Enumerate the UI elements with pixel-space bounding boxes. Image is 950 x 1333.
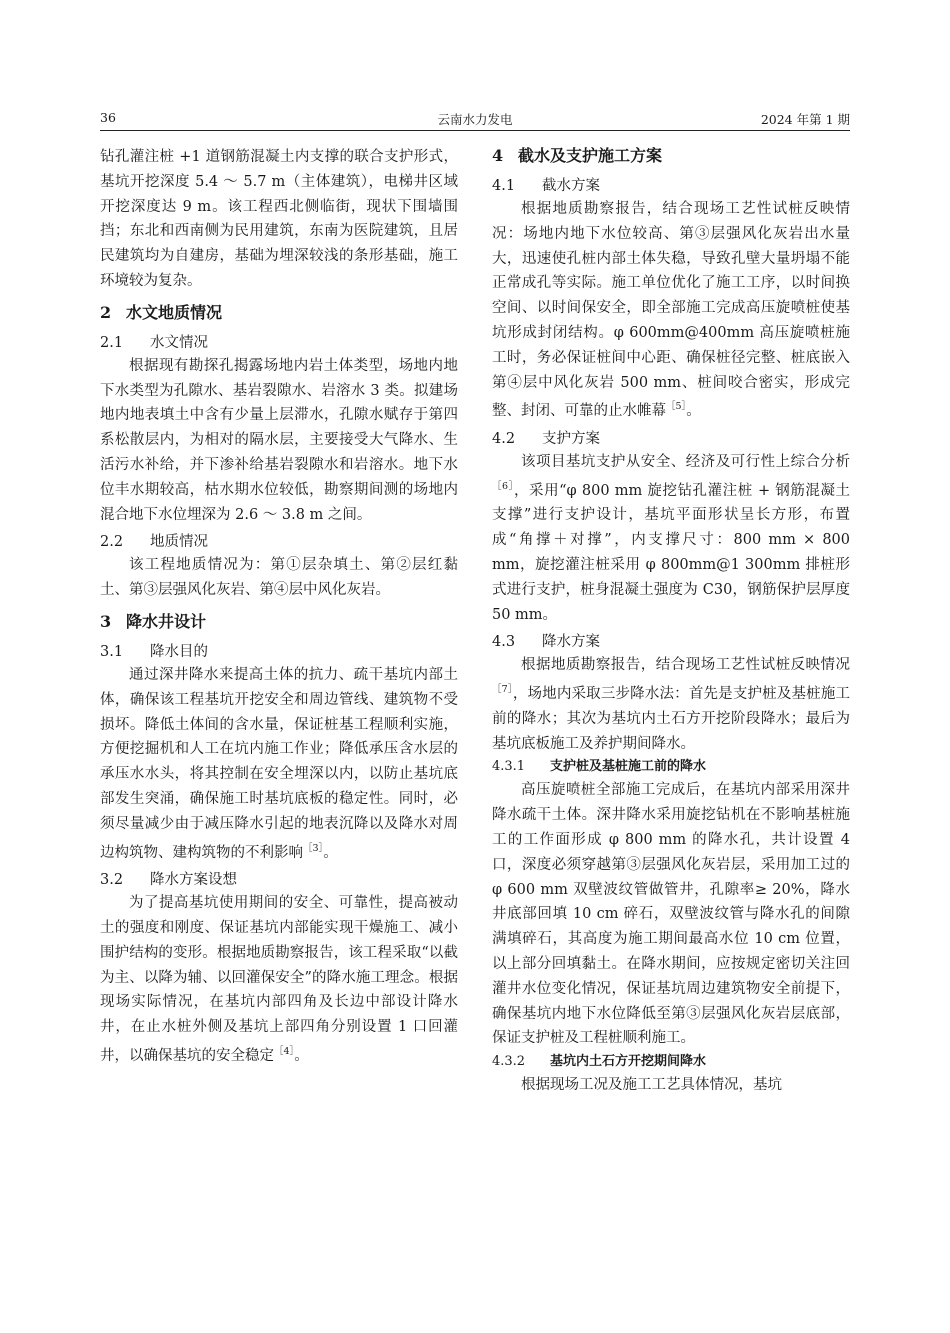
paragraph-4-3: 根据地质勘察报告，结合现场工艺性试桩反映情况$^{[7]}$，场地内采取三步降水法：首先是支护桩及基桩施工前的降水；其次为基坑内土石方开挖阶段降水；最后为基坑底板施工及养护期间降水。 [492, 657, 851, 752]
citation-3: ［3］ [303, 842, 324, 854]
paragraph-4-3-1: 高压旋喷桩全部施工完成后，在基坑内部采用深井降水疏干土体。深井降水采用旋挖钻机在不影响基桩施工的工作面形成 φ 800 mm 的降水孔，共计设置 4 口，深度必须穿越第③层强风化灰岩层，采用加工过的 φ 600 mm 双壁波纹管做管井，孔隙率≥ 20%，降水井底部回填 10 cm 碎石，双壁波纹管与降水孔的间隙满填碎石，其高度为施工期间最高水位 10 cm 位置，以上部分回填黏土。在降水期间，应按规定密切关注回灌井水位变化情况，保证基坑周边建筑物安全前提下，确保基坑内地下水位降低至第③层强风化灰岩层底部，保证支护桩及工程桩顺利施工。 [492, 782, 850, 1047]
section-2-1-heading: 2.1 水文情况 [100, 334, 208, 351]
citation-4: ［4］ [274, 1045, 295, 1057]
section-2-heading: 2 水文地质情况 [100, 302, 223, 322]
paragraph-2-2: 该工程地质情况为：第①层杂填土、第②层红黏土、第③层强风化灰岩、第④层中风化灰岩。 [100, 557, 458, 599]
paragraph-2-1: 根据现有勘探孔揭露场地内岩土体类型，场地内地下水类型为孔隙水、基岩裂隙水、岩溶水 3 类。拟建场地内地表填土中含有少量上层滞水，孔隙水赋存于第四系松散层内，为相对的隔水层，主要接受大气降水、生活污水补给，并下渗补给基岩裂隙水和岩溶水。地下水位丰水期较高，枯水期水位较低，勘察期间测的场地内混合地下水位埋深为 2.6 ～ 3.8 m 之间。 [100, 357, 458, 523]
citation-7: ［7］ [492, 684, 513, 696]
section-2-2-heading: 2.2 地质情况 [100, 534, 208, 551]
citation-6: ［6］ [492, 480, 514, 492]
section-3-heading: 3 降水井设计 [100, 611, 207, 631]
paragraph-3-2: 为了提高基坑使用期间的安全、可靠性，提高被动土的强度和刚度、保证基坑内部能实现干燥施工、减小围护结构的变形。根据地质勘察报告，该工程采取“以截为主、以降为辅、以回灌保安全”的降水施工理念。根据现场实际情况，在基坑内部四角及长边中部设计降水井，在止水桩外侧及基坑上部四角分别设置 1 口回灌井，以确保基坑的安全稳定$^{[4]}$。 [100, 895, 458, 1064]
section-4-3-1-heading: 4.3.1 支护桩及基桩施工前的降水 [492, 759, 707, 775]
section-4-2-heading: 4.2 支护方案 [492, 431, 600, 447]
section-3-2-heading: 3.2 降水方案设想 [100, 872, 237, 889]
journal-title: 云南水力发电 [437, 112, 513, 127]
section-4-3-heading: 4.3 降水方案 [492, 634, 600, 651]
citation-5: ［5］ [666, 401, 687, 413]
header-rule [100, 130, 850, 131]
right-column [492, 145, 850, 1098]
page-number: 36 [100, 110, 116, 125]
issue-label: 2024 年第 1 期 [760, 112, 850, 127]
section-4-heading: 4 截水及支护施工方案 [492, 146, 663, 165]
section-3-1-heading: 3.1 降水目的 [100, 643, 208, 660]
paragraph-4-3-2: 根据现场工况及施工工艺具体情况，基坑 [521, 1077, 782, 1094]
section-4-3-2-heading: 4.3.2 基坑内土石方开挖期间降水 [492, 1054, 707, 1070]
paragraph-4-2: 该项目基坑支护从安全、经济及可行性上综合分析$^{[6]}$，采用“φ 800 mm 旋挖钻孔灌注桩 + 钢筋混凝土支撑”进行支护设计，基坑平面形状呈长方形，布置成“角撑＋对撑”，内支撑尺寸：800 mm × 800 mm，旋挖灌注桩采用 φ 800mm@1 300mm 排桩形式进行支护，桩身混凝土强度为 C30，钢筋保护层厚度 50 mm。 [492, 454, 850, 623]
paragraph-3-1: 通过深井降水来提高土体的抗力、疏干基坑内部土体，确保该工程基坑开挖安全和周边管线、建筑物不受损坏。降低土体间的含水量，保证桩基工程顺利实施，方便挖掘机和人工在坑内施工作业；降低承压含水层的承压水水头，将其控制在安全埋深以内，以防止基坑底部发生突涌，确保施工时基坑底板的稳定性。同时，必须尽量减少由于减压降水引起的地表沉降以及降水对周边构筑物、建构筑物的不利影响$^{[3]}$。 [100, 666, 458, 861]
section-4-1-heading: 4.1 截水方案 [492, 178, 600, 194]
left-column [100, 145, 458, 1069]
paragraph-intro-continued: 钻孔灌注桩 +1 道钢筋混凝土内支撑的联合支护形式，基坑开挖深度 5.4 ～ 5.7 m（主体建筑），电梯井区域开挖深度达 9 m。该工程西北侧临街，现状下围墙围挡；东北和西南侧为民用建筑，东南为医院建筑，且居民建筑均为自建房，基础为埋深较浅的条形基础，施工环境较为复杂。 [100, 149, 458, 289]
paragraph-4-1: 根据地质勘察报告，结合现场工艺性试桩反映情况：场地内地下水位较高、第③层强风化灰岩出水量大，迅速使孔桩内部土体失稳，导致孔壁大量坍塌不能正常成孔等实际。施工单位优化了施工工序，以时间换空间、以时间保安全，即全部施工完成高压旋喷桩使基坑形成封闭结构。φ 600mm@400mm 高压旋喷桩施工时，务必保证桩间中心距、确保桩径完整、桩底嵌入第④层中风化灰岩 500 mm、桩间咬合密实，形成完整、封闭、可靠的止水帷幕$^{[5]}$。 [492, 201, 850, 420]
